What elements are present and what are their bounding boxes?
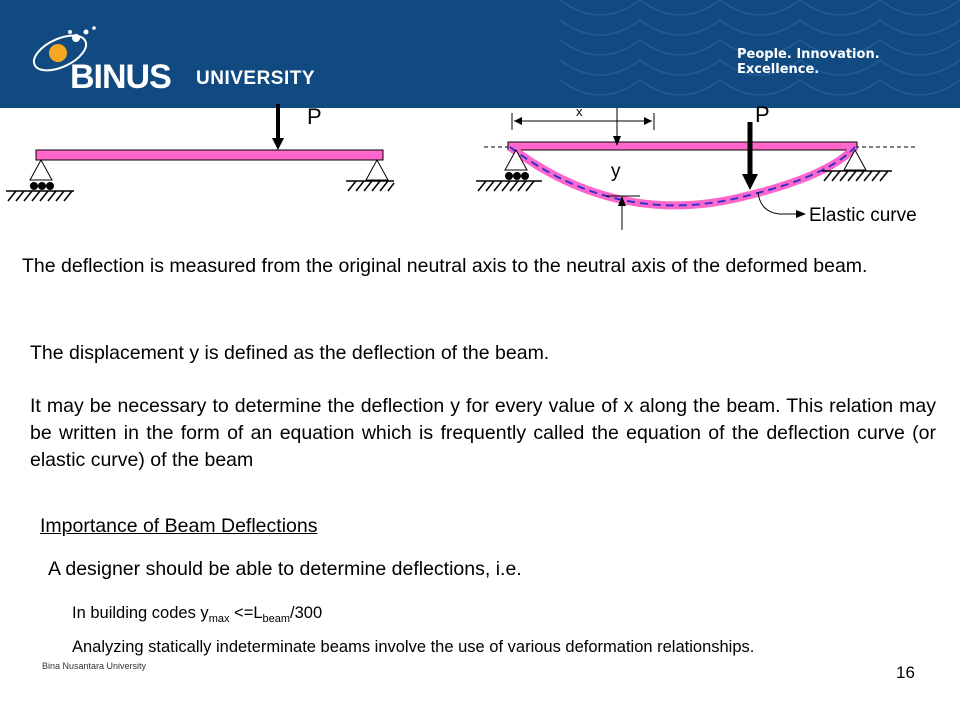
building-codes-mid: <=L bbox=[229, 604, 263, 622]
tagline: People. Innovation. Excellence. bbox=[737, 47, 880, 77]
load-arrow-right bbox=[742, 122, 758, 190]
building-codes-line bbox=[72, 600, 672, 633]
simple-beam bbox=[36, 150, 383, 160]
designer-line: A designer should be able to determine deflections, i.e. bbox=[48, 558, 522, 580]
building-codes-sub-beam: beam bbox=[262, 613, 291, 625]
deflected-beam bbox=[510, 147, 855, 205]
y-label: y bbox=[611, 161, 621, 182]
building-codes-suffix: /300 bbox=[290, 604, 323, 622]
logo-text: BINUS bbox=[70, 58, 171, 96]
page-number: 16 bbox=[896, 663, 915, 682]
x-dimension bbox=[512, 113, 654, 130]
paragraph-deflection: The deflection is measured from the original neutral axis to the neutral axis of the deformed beam. bbox=[22, 255, 868, 277]
roller-support-left-2 bbox=[476, 150, 542, 191]
load-label-right: P bbox=[755, 102, 770, 127]
beam-diagram bbox=[0, 0, 960, 240]
elastic-curve-label: Elastic curve bbox=[809, 205, 917, 226]
building-codes-prefix: In building codes y bbox=[72, 604, 209, 622]
heading-importance: Importance of Beam Deflections bbox=[40, 515, 318, 537]
load-arrow-left bbox=[272, 104, 284, 150]
footer-university: Bina Nusantara University bbox=[42, 661, 147, 671]
load-label-left: P bbox=[307, 104, 322, 129]
roller-support-left bbox=[6, 160, 74, 201]
pin-support-right bbox=[346, 160, 394, 191]
analyzing-line: Analyzing statically indeterminate beams involve the use of various deformation relationships. bbox=[72, 638, 755, 656]
logo-subtext: UNIVERSITY bbox=[196, 68, 316, 89]
x-label: x bbox=[576, 104, 583, 119]
paragraph-displacement: The displacement y is defined as the deflection of the beam. bbox=[30, 342, 550, 364]
paragraph-equation: It may be necessary to determine the deflection y for every value of x along the beam. This relation may be written in the form of an equation which is frequently called the equation of the deflection curve (or elastic curve) of the beam bbox=[30, 395, 936, 471]
building-codes-sub-max: max bbox=[208, 613, 230, 625]
original-beam bbox=[508, 142, 857, 150]
